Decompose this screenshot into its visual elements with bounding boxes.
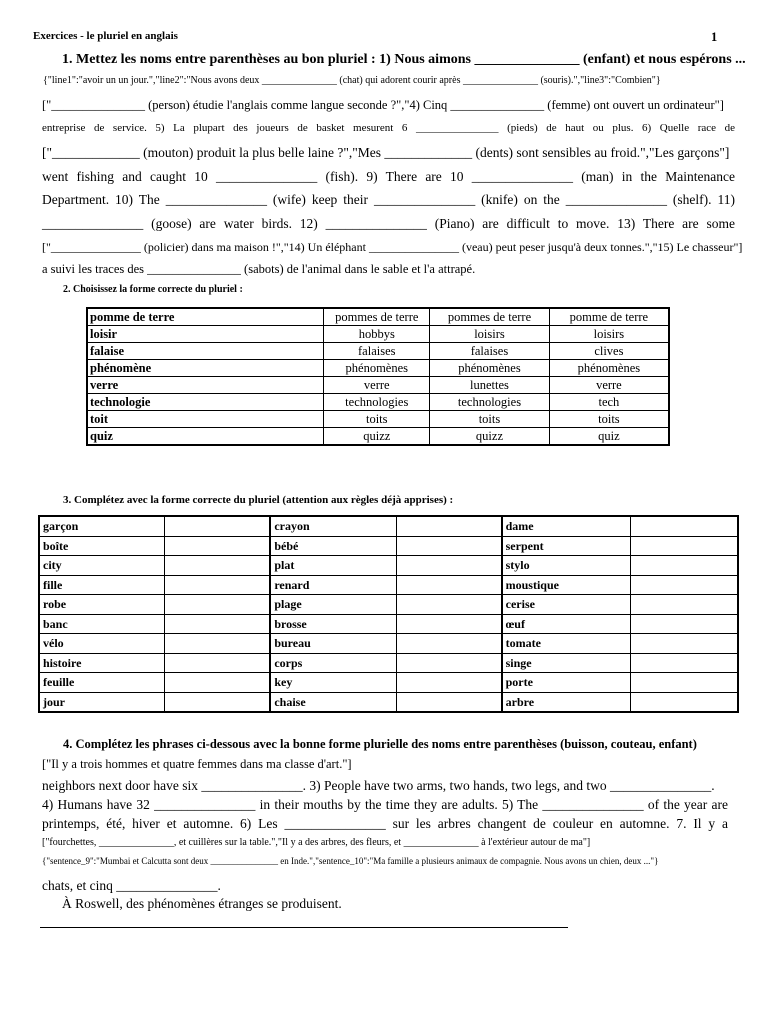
ex2-option: clives	[549, 343, 669, 360]
ex3-answer-cell[interactable]	[165, 653, 271, 673]
ex2-row	[87, 377, 669, 394]
ex4-line-4: printemps, été, hiver et automne. 6) Les _______________ sur les arbres changent de couleur en automne. 7. Il y a	[42, 816, 728, 831]
ex3-answer-cell[interactable]	[165, 673, 271, 693]
ex3-answer-cell[interactable]	[396, 516, 502, 536]
ex4-line-7: chats, et cinq _______________.	[42, 878, 221, 893]
ex1-line-5: went fishing and caught 10 _______________ (fish). 9) There are 10 _______________ (man) in the Maintenance	[42, 169, 735, 184]
ex3-word: chaise	[270, 692, 396, 712]
ex1-line-7: _______________ (goose) are water birds. 12) _______________ (Piano) are difficult to move. 13) There are some	[42, 216, 735, 231]
ex3-answer-cell[interactable]	[165, 516, 271, 536]
ex3-answer-cell[interactable]	[165, 595, 271, 615]
ex3-row	[39, 692, 738, 712]
ex3-answer-cell[interactable]	[165, 556, 271, 576]
ex2-option: technologies	[324, 394, 430, 411]
ex3-answer-cell[interactable]	[396, 595, 502, 615]
ex2-option: loisirs	[549, 326, 669, 343]
ex2-row	[87, 326, 669, 343]
ex3-answer-cell[interactable]	[396, 634, 502, 654]
ex2-option: lunettes	[430, 377, 550, 394]
ex3-word: dame	[502, 516, 631, 536]
ex3-answer-cell[interactable]	[165, 634, 271, 654]
ex3-word: fille	[39, 575, 165, 595]
ex3-word: key	[270, 673, 396, 693]
ex3-row	[39, 595, 738, 615]
ex3-word: arbre	[502, 692, 631, 712]
ex3-answer-cell[interactable]	[165, 575, 271, 595]
ex2-option: verre	[324, 377, 430, 394]
ex3-answer-cell[interactable]	[396, 575, 502, 595]
ex3-row	[39, 516, 738, 536]
ex3-word: brosse	[270, 614, 396, 634]
ex2-option: falaises	[324, 343, 430, 360]
ex1-line-4: ["_____________ (mouton) produit la plus belle laine ?","Mes _____________ (dents) sont sensibles au froid.","Les garçons"]	[42, 145, 730, 160]
ex3-row	[39, 536, 738, 556]
ex1-line-8: ["_______________ (policier) dans ma maison !","14) Un éléphant _______________ (veau) peut peser jusqu'à deux tonnes.","15) Le chasseur"]	[42, 240, 743, 254]
ex3-word: renard	[270, 575, 396, 595]
ex2-option: tech	[549, 394, 669, 411]
ex3-answer-cell[interactable]	[396, 556, 502, 576]
ex4-line-8: À Roswell, des phénomènes étranges se produisent.	[62, 896, 342, 911]
ex2-noun: verre	[87, 377, 324, 394]
ex2-option: toits	[549, 411, 669, 428]
ex2-noun: pomme de terre	[87, 308, 324, 326]
ex1-line-9: a suivi les traces des _______________ (sabots) de l'animal dans le sable et l'a attrapé.	[42, 262, 476, 276]
ex3-answer-cell[interactable]	[165, 614, 271, 634]
ex3-row	[39, 556, 738, 576]
ex2-option: verre	[549, 377, 669, 394]
ex4-line-6: {"sentence_9":"Mumbai et Calcutta sont deux _______________ en Inde.","sentence_10":"Ma famille a plusieurs animaux de compagnie. Nous avons un chien, deux ..."}	[42, 856, 659, 866]
ex3-title: 3. Complétez avec la forme correcte du pluriel (attention aux règles déjà apprises) :	[63, 494, 454, 506]
ex3-answer-cell[interactable]	[630, 692, 738, 712]
ex3-row	[39, 653, 738, 673]
ex3-answer-cell[interactable]	[396, 673, 502, 693]
ex4-line-3: 4) Humans have 32 _______________ in their mouths by the time they are adults. 5) The _______________ of the year are	[42, 797, 728, 812]
ex4-line-5: ["fourchettes, _______________, et cuillères sur la table.","Il y a des arbres, des fleurs, et _______________ à l'extérieur autour de ma"]	[42, 837, 591, 848]
ex3-row	[39, 575, 738, 595]
ex3-answer-cell[interactable]	[396, 536, 502, 556]
ex3-word: vélo	[39, 634, 165, 654]
ex3-answer-cell[interactable]	[630, 673, 738, 693]
ex3-answer-cell[interactable]	[396, 614, 502, 634]
ex3-word: robe	[39, 595, 165, 615]
ex1-line-6: Department. 10) The _______________ (wife) keep their _______________ (knife) on the _______________ (shelf). 11)	[42, 192, 735, 207]
ex2-option: falaises	[430, 343, 550, 360]
ex2-option: pomme de terre	[549, 308, 669, 326]
ex3-answer-cell[interactable]	[630, 536, 738, 556]
ex3-word: tomate	[502, 634, 631, 654]
ex2-option: phénomènes	[430, 360, 550, 377]
ex3-word: serpent	[502, 536, 631, 556]
ex3-word: crayon	[270, 516, 396, 536]
ex3-answer-cell[interactable]	[630, 516, 738, 536]
ex2-option: hobbys	[324, 326, 430, 343]
ex1-title: 1. Mettez les noms entre parenthèses au bon pluriel : 1) Nous aimons _______________ (enfant) et nous espérons ...	[62, 52, 746, 67]
ex2-noun: toit	[87, 411, 324, 428]
ex2-noun: quiz	[87, 428, 324, 446]
ex2-option: toits	[430, 411, 550, 428]
ex2-option: pommes de terre	[430, 308, 550, 326]
ex3-word: cerise	[502, 595, 631, 615]
ex2-noun: falaise	[87, 343, 324, 360]
ex2-option: technologies	[430, 394, 550, 411]
page-number: 1	[711, 30, 718, 44]
ex3-word: banc	[39, 614, 165, 634]
ex3-answer-cell[interactable]	[630, 575, 738, 595]
ex1-line-1: {"line1":"avoir un un jour.","line2":"Nous avons deux _______________ (chat) qui adorent courir après _______________ (souris).","line3":"Combien"}	[43, 75, 661, 86]
ex3-row	[39, 673, 738, 693]
ex3-word: corps	[270, 653, 396, 673]
ex2-option: quizz	[324, 428, 430, 446]
ex3-answer-cell[interactable]	[165, 692, 271, 712]
ex2-row	[87, 308, 669, 326]
ex2-row	[87, 343, 669, 360]
ex3-word: stylo	[502, 556, 631, 576]
ex3-row	[39, 614, 738, 634]
ex2-row	[87, 428, 669, 446]
ex3-answer-cell[interactable]	[165, 536, 271, 556]
answer-line	[40, 927, 568, 928]
ex2-option: loisirs	[430, 326, 550, 343]
ex3-answer-cell[interactable]	[630, 634, 738, 654]
ex3-answer-cell[interactable]	[396, 653, 502, 673]
ex2-row	[87, 411, 669, 428]
ex3-answer-cell[interactable]	[630, 595, 738, 615]
ex2-noun: phénomène	[87, 360, 324, 377]
ex3-row	[39, 634, 738, 654]
ex3-word: œuf	[502, 614, 631, 634]
ex2-noun: loisir	[87, 326, 324, 343]
ex2-option: pommes de terre	[324, 308, 430, 326]
ex2-row	[87, 394, 669, 411]
ex2-option: phénomènes	[549, 360, 669, 377]
ex3-answer-cell[interactable]	[630, 653, 738, 673]
ex3-word: city	[39, 556, 165, 576]
ex2-title: 2. Choisissez la forme correcte du pluriel :	[63, 284, 243, 295]
ex3-word: bébé	[270, 536, 396, 556]
ex3-fill-table	[38, 515, 739, 713]
ex3-word: boîte	[39, 536, 165, 556]
ex3-answer-cell[interactable]	[630, 614, 738, 634]
ex3-word: plat	[270, 556, 396, 576]
worksheet-title: Exercices - le pluriel en anglais	[33, 30, 178, 42]
ex2-option: quiz	[549, 428, 669, 446]
ex4-title: 4. Complétez les phrases ci-dessous avec la bonne forme plurielle des noms entre parenthèses (buisson, couteau, enfant)	[63, 737, 697, 751]
ex1-line-3-text: entreprise de service. 5) La plupart des joueurs de basket mesurent 6 _______________ (pieds) de haut ou plus. 6) Quelle race de	[42, 122, 735, 134]
ex3-word: bureau	[270, 634, 396, 654]
ex3-word: porte	[502, 673, 631, 693]
ex2-choice-table	[86, 307, 670, 446]
ex1-line-2: ["_______________ (person) étudie l'anglais comme langue seconde ?","4) Cinq _______________ (femme) ont ouvert un ordinateur"]	[42, 98, 724, 112]
ex3-word: moustique	[502, 575, 631, 595]
ex3-word: histoire	[39, 653, 165, 673]
ex4-line-2: neighbors next door have six _______________. 3) People have two arms, two hands, two legs, and two _______________.	[42, 778, 715, 793]
ex2-option: quizz	[430, 428, 550, 446]
ex3-answer-cell[interactable]	[396, 692, 502, 712]
ex2-row	[87, 360, 669, 377]
ex3-word: singe	[502, 653, 631, 673]
ex1-line-3	[42, 122, 735, 134]
ex2-option: toits	[324, 411, 430, 428]
ex3-answer-cell[interactable]	[630, 556, 738, 576]
ex3-word: feuille	[39, 673, 165, 693]
ex3-word: garçon	[39, 516, 165, 536]
ex3-word: jour	[39, 692, 165, 712]
ex2-noun: technologie	[87, 394, 324, 411]
ex2-option: phénomènes	[324, 360, 430, 377]
ex4-line-1: ["Il y a trois hommes et quatre femmes dans ma classe d'art."]	[42, 757, 352, 771]
ex3-word: plage	[270, 595, 396, 615]
